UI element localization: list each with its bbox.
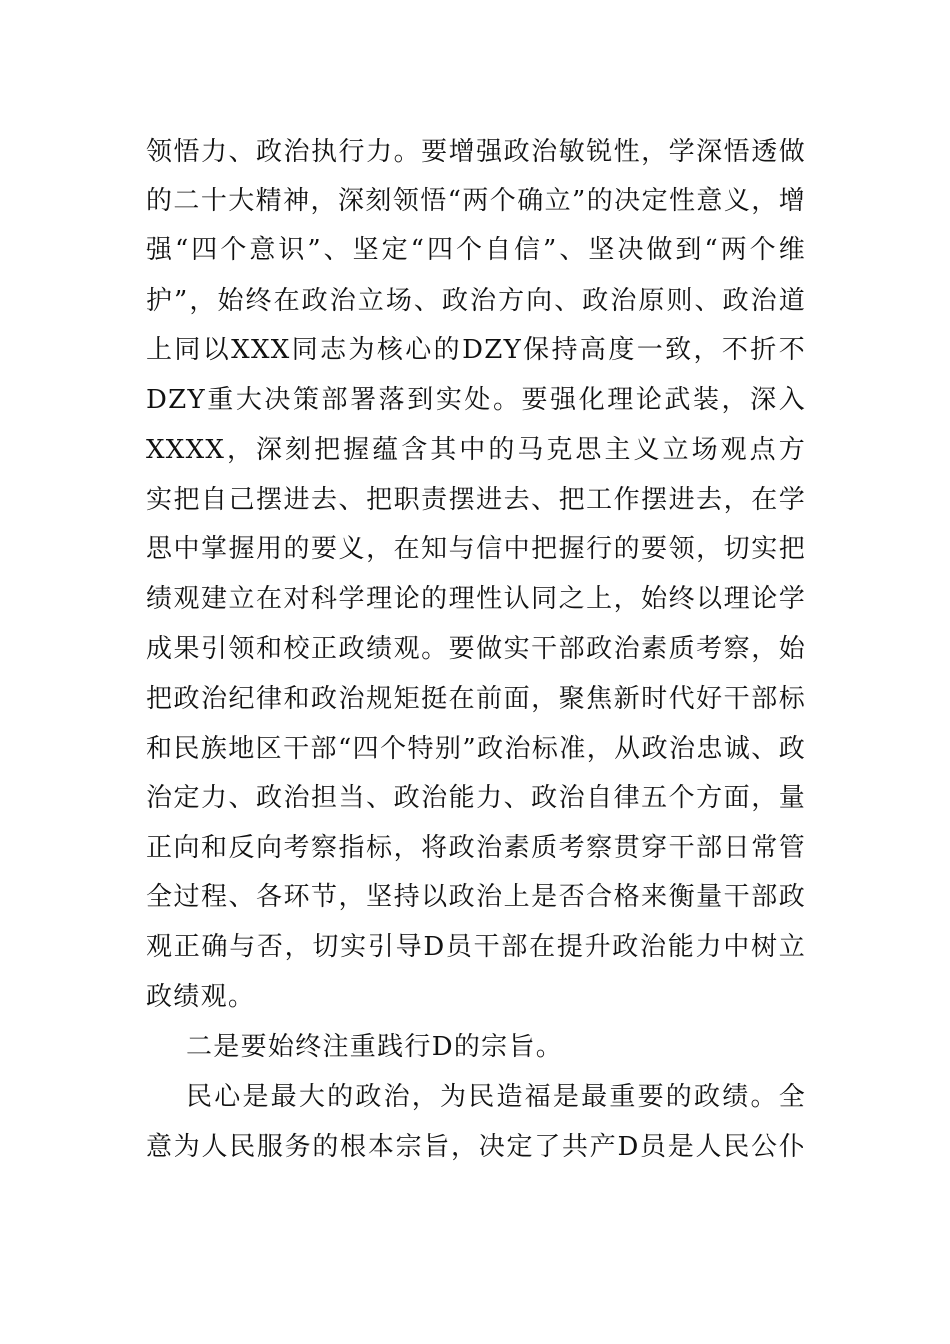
text-line: 绩观建立在对科学理论的理性认同之上，始终以理论学	[146, 584, 806, 614]
text-line: 和民族地区干部“四个特别”政治标准，从政治忠诚、政	[146, 734, 806, 764]
text-line: 成果引领和校正政绩观。要做实干部政治素质考察，始	[146, 634, 806, 664]
text-line: 正向和反向考察指标，将政治素质考察贯穿干部日常管	[146, 833, 806, 863]
text-line: 护”，始终在政治立场、政治方向、政治原则、政治道	[146, 286, 806, 316]
text-line: 把政治纪律和政治规矩挺在前面，聚焦新时代好干部标	[146, 684, 806, 714]
text-line: 思中掌握用的要义，在知与信中把握行的要领，切实把	[146, 534, 806, 564]
text-line: 强“四个意识”、坚定“四个自信”、坚决做到“两个维	[146, 235, 806, 265]
text-line: 的二十大精神，深刻领悟“两个确立”的决定性意义，增	[146, 186, 806, 216]
text-line: 观正确与否，切实引导D员干部在提升政治能力中树立	[146, 932, 806, 962]
text-line: XXXX，深刻把握蕴含其中的马克思主义立场观点方	[146, 435, 806, 465]
paragraph-first-line: 民心是最大的政治，为民造福是最重要的政绩。全	[186, 1082, 806, 1112]
text-line: 上同以XXX同志为核心的DZY保持高度一致，不折不	[146, 335, 806, 365]
section-heading: 二是要始终注重践行D的宗旨。	[186, 1032, 564, 1062]
text-line: 全过程、各环节，坚持以政治上是否合格来衡量干部政	[146, 882, 806, 912]
text-line: DZY重大决策部署落到实处。要强化理论武装，深入	[146, 385, 806, 415]
text-line: 治定力、政治担当、政治能力、政治自律五个方面，量	[146, 783, 806, 813]
text-line: 实把自己摆进去、把职责摆进去、把工作摆进去，在学	[146, 485, 806, 515]
text-line: 意为人民服务的根本宗旨，决定了共产D员是人民公仆	[146, 1132, 806, 1162]
text-line: 政绩观。	[146, 982, 256, 1012]
text-line: 领悟力、政治执行力。要增强政治敏锐性，学深悟透做	[146, 137, 806, 167]
